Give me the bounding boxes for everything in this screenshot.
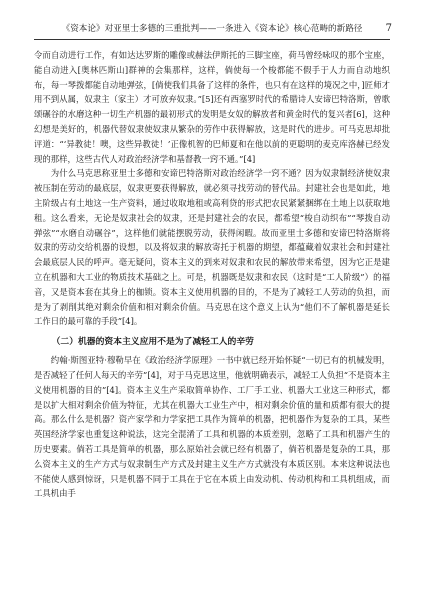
header-rule [34,39,390,40]
running-header-title: 《资本论》对亚里士多德的三重批判——一条进入《资本论》核心范畴的新路径 [61,24,363,34]
section-heading: （二）机器的资本主义应用不是为了减轻工人的辛劳 [51,337,254,348]
paragraph: 为什么马克思称亚里士多德和安谛巴特洛斯对政治经济学一窍不通？因为奴隶制经济使奴隶被压制在劳动的最底层，奴隶更要获得解放，就必须寻找劳动的替代品。封建社会也是如此，地主阶级占有土地这一生产资料，通过收取地租或高利贷的形式把农民紧紧捆绑在土地上以获取地租。这么看来，无论是奴隶社会的奴隶，还是封建社会的农民，都希望“梭自动织布”“琴拨自动弹弦”“水磨自动碾谷”，这样他们就能摆脱劳动，获得闲暇。故而亚里士多德和安谛巴特洛斯将奴隶的劳动交给机器的设想，以及将奴隶的解放寄托于机器的期望，都蕴藏着奴隶社会和封建社会最底层人民的呼声。毫无疑问，资本主义的到来对奴隶和农民的解放带来希望，因为它正是建立在机器和大工业的物质技术基础之上。可是，机器既是奴隶和农民（这时是“工人阶级”）的福音，又是资本套在其身上的枷锁。资本主义使用机器的目的，不是为了减轻工人劳动的负担，而是为了剥削其绝对剩余价值和相对剩余价值。马克思在这个意义上认为“他们不了解机器是延长工作日的最可靠的手段”[4]。 [34,168,390,327]
body-text [34,48,390,501]
paragraph: 令而自动进行工作，有如达达罗斯的雕像或赫法伊斯托的三脚宝座，荷马曾经咏叹的那个宝座，能自动进入[奥林匹斯山]群神的会集那样，这样，倘使每一个梭都能不假手于人力而自动地织布，每一琴拨都能自动地弹弦，[倘使我们具备了这样的条件，也只有在这样的境况之中，]匠师才用不到从属，奴隶主（家主）才可放弃奴隶。”[5]还有西塞罗时代的希腊诗人安谛巴特洛斯，曾歌颂碾谷的水磨这种一切生产机器的最初形式的发明是女奴的解放者和黄金时代的复兴者[6]，这种幻想是美好的，机器代替奴隶使奴隶从繁杂的劳作中获得解放，这是时代的进步。可马克思却批评道：“‘异教徒！噢，这些异教徒！’正像机智的巴师夏和在他以前的更聪明的麦克库洛赫已经发现的那样，这些古代人对政治经济学和基督教一窍不通。”[4] [34,50,390,164]
document-page [34,22,390,590]
page-number: 7 [385,23,392,34]
paragraph: 约翰·斯图亚特·穆勒早在《政治经济学原理》一书中就已经开始怀疑“一切已有的机械发明，是否减轻了任何人每天的辛劳”[4]，对于马克思这里，他就明确表示，减轻工人负担“不是资本主义使用机器的目的”[4]。资本主义生产采取简单协作、工厂手工业、机器大工业这三种形式，都是以扩大相对剩余价值为特征，尤其在机器大工业生产中，相对剩余价值的量和质都有很大的提高。那么什么是机器？资产家学和力学家把工具作为简单的机器，把机器作为复杂的工具，某些英国经济学家也重复这种说法，这完全混淆了工具和机器的本质差别，忽略了工具和机器产生的历史要素。倘若工具是简单的机器，那么原始社会就已经有机器了，倘若机器是复杂的工具，那么资本主义的生产方式与奴隶制生产方式及封建主义生产方式就没有本质区别。本来这种说法也不能使人感到惊讶，只是机器不同于工具在于它在本质上由发动机、传动机构和工具机组成，而工具机由手 [34,355,390,499]
running-header [34,22,390,36]
